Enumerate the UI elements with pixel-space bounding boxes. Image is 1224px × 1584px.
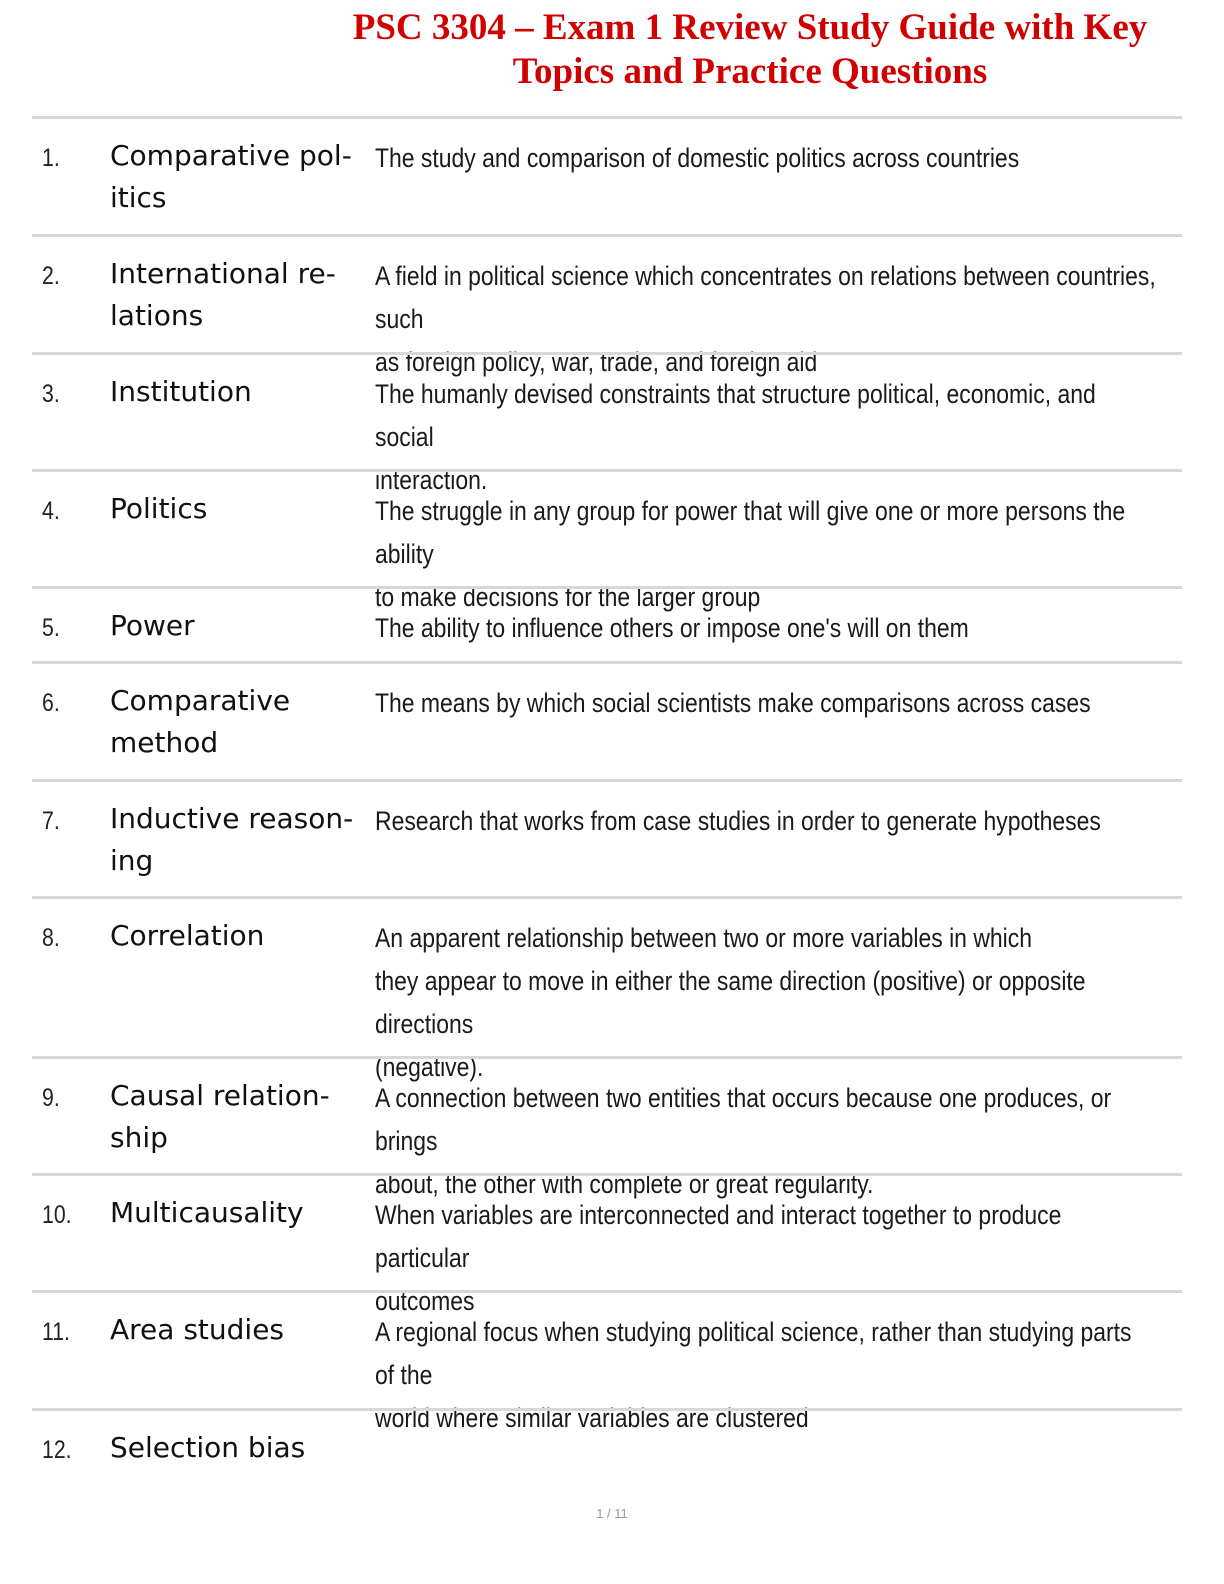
definition-line: When variables are interconnected and interact together to produce particular bbox=[375, 1200, 1062, 1273]
title-line-2: Topics and Practice Questions bbox=[512, 51, 988, 92]
glossary-row bbox=[32, 661, 1182, 779]
row-number: 4. bbox=[42, 497, 60, 525]
term bbox=[110, 915, 372, 957]
glossary-row bbox=[32, 1173, 1182, 1316]
definition bbox=[375, 800, 1157, 843]
definition-line: A connection between two entities that occurs because one produces, or brings bbox=[375, 1083, 1112, 1156]
definition-line: outcomes bbox=[375, 1286, 475, 1316]
glossary-row bbox=[32, 1408, 1182, 1508]
definition-line: world where similar variables are clustered bbox=[375, 1403, 809, 1433]
title-line-1: PSC 3304 – Exam 1 Review Study Guide with Key bbox=[352, 7, 1148, 48]
glossary-row bbox=[32, 352, 1182, 495]
definition-line: The study and comparison of domestic politics across countries bbox=[375, 143, 1020, 173]
row-number: 3. bbox=[42, 380, 60, 408]
definition-line: The ability to influence others or impose one's will on them bbox=[375, 613, 969, 643]
definition-line: as foreign policy, war, trade, and foreign aid bbox=[375, 347, 818, 377]
row-number: 5. bbox=[42, 614, 60, 642]
definition-line: A field in political science which concentrates on relations between countries, such bbox=[375, 261, 1156, 334]
glossary-list bbox=[32, 116, 1182, 1508]
definition-line: about, the other with complete or great regularity. bbox=[375, 1169, 874, 1199]
term bbox=[110, 680, 372, 764]
term-line: Correlation bbox=[110, 919, 265, 952]
glossary-row bbox=[32, 779, 1182, 896]
term-line: Causal relation- bbox=[110, 1079, 330, 1112]
row-number: 10. bbox=[42, 1201, 72, 1229]
definition-line: The means by which social scientists make comparisons across cases bbox=[375, 688, 1091, 718]
term bbox=[110, 253, 372, 337]
term-line: Politics bbox=[110, 492, 208, 525]
definition-line: The struggle in any group for power that will give one or more persons the ability bbox=[375, 496, 1126, 569]
glossary-row bbox=[32, 1056, 1182, 1199]
row-number: 7. bbox=[42, 807, 60, 835]
term bbox=[110, 1309, 372, 1351]
page-number: 1 / 11 bbox=[596, 1506, 628, 1521]
term bbox=[110, 798, 372, 882]
term bbox=[110, 488, 372, 530]
definition-line: A regional focus when studying political science, rather than studying parts of the bbox=[375, 1317, 1132, 1390]
term-line: Area studies bbox=[110, 1313, 285, 1346]
term-line: method bbox=[110, 726, 219, 759]
term-line: Institution bbox=[110, 375, 252, 408]
glossary-row bbox=[32, 1290, 1182, 1433]
definition-line: (negative). bbox=[375, 1052, 484, 1082]
term bbox=[110, 1427, 372, 1469]
definition-line: An apparent relationship between two or more variables in which bbox=[375, 923, 1032, 953]
row-number: 8. bbox=[42, 924, 60, 952]
term-line: ship bbox=[110, 1121, 168, 1154]
term-line: Selection bias bbox=[110, 1431, 306, 1464]
row-number: 1. bbox=[42, 144, 60, 172]
glossary-row bbox=[32, 469, 1182, 612]
row-number: 11. bbox=[42, 1318, 70, 1346]
row-number: 6. bbox=[42, 689, 60, 717]
glossary-row bbox=[32, 234, 1182, 377]
term bbox=[110, 1192, 372, 1234]
row-number: 2. bbox=[42, 262, 60, 290]
term-line: Multicausality bbox=[110, 1196, 304, 1229]
term-line: Comparative pol- bbox=[110, 139, 352, 172]
term bbox=[110, 605, 372, 647]
definition-line: Research that works from case studies in order to generate hypotheses bbox=[375, 806, 1101, 836]
term bbox=[110, 135, 372, 219]
term-line: Comparative bbox=[110, 684, 291, 717]
definition bbox=[375, 137, 1157, 180]
glossary-row bbox=[32, 896, 1182, 1082]
row-number: 12. bbox=[42, 1436, 72, 1464]
definition-line: The humanly devised constraints that structure political, economic, and social bbox=[375, 379, 1096, 452]
term-line: Power bbox=[110, 609, 195, 642]
term-line: lations bbox=[110, 299, 204, 332]
term-line: International re- bbox=[110, 257, 336, 290]
glossary-row bbox=[32, 586, 1182, 661]
term-line: itics bbox=[110, 181, 167, 214]
definition bbox=[375, 682, 1157, 725]
term-line: ing bbox=[110, 844, 154, 877]
document-title bbox=[300, 6, 1200, 94]
term bbox=[110, 1075, 372, 1159]
term bbox=[110, 371, 372, 413]
definition-line: to make decisions for the larger group bbox=[375, 582, 761, 612]
row-number: 9. bbox=[42, 1084, 60, 1112]
definition-line: they appear to move in either the same direction (positive) or opposite directions bbox=[375, 966, 1086, 1039]
definition-line: interaction. bbox=[375, 465, 488, 495]
term-line: Inductive reason- bbox=[110, 802, 354, 835]
definition bbox=[375, 607, 1157, 650]
glossary-row bbox=[32, 116, 1182, 234]
